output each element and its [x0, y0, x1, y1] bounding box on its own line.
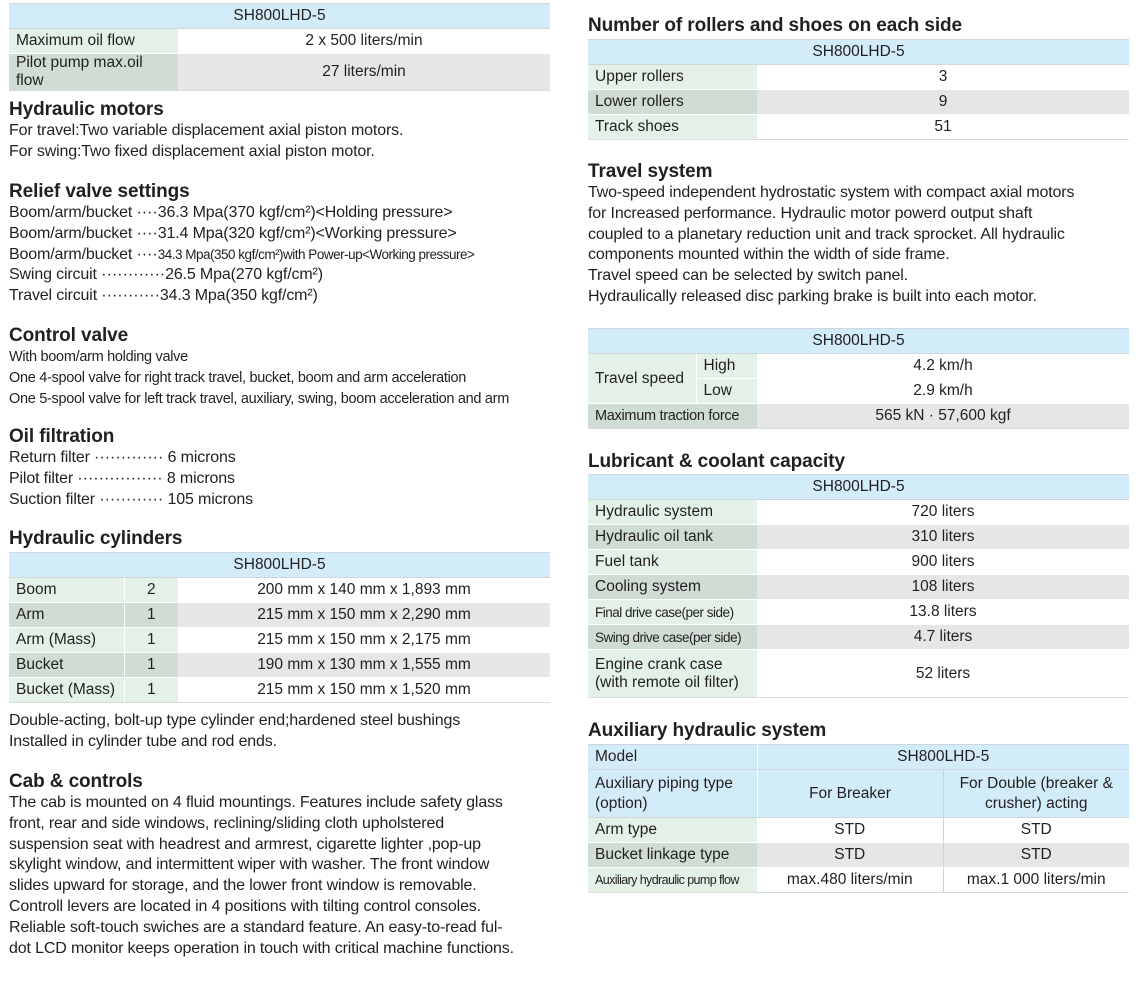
text-line: Reliable soft-touch swiches are a standard feature. An easy-to-read ful-: [9, 918, 503, 936]
spec-label: Pilot filter: [9, 469, 73, 487]
rollers-table: [588, 39, 1129, 140]
table-row: [9, 628, 550, 653]
table-row: [9, 653, 550, 678]
dot-leader: ············: [101, 266, 166, 284]
piping-col1: For Breaker: [757, 770, 943, 818]
spec-value: 26.5 Mpa(270 kgf/cm²): [165, 266, 323, 284]
cylinder-name: Bucket (Mass): [9, 678, 124, 703]
dot-leader: ····: [136, 245, 158, 263]
spec-value: 6 microns: [167, 449, 236, 466]
spec-value: 105 microns: [167, 490, 253, 508]
section-title: Hydraulic motors: [9, 99, 164, 120]
relief-valve-section: [9, 181, 569, 307]
text-line: Travel speed can be selected by switch panel.: [588, 267, 908, 285]
cylinder-qty: 1: [124, 678, 178, 703]
model-header: SH800LHD-5: [588, 329, 1129, 354]
low-label: Low: [696, 379, 757, 404]
text-line: The cab is mounted on 4 fluid mountings. Features include safety glass: [9, 794, 503, 811]
text-line: With boom/arm holding valve: [9, 349, 188, 365]
row-value: 4.7 liters: [757, 625, 1129, 650]
piping-col2: [943, 770, 1129, 818]
oil-filtration-section: [9, 426, 569, 510]
row-label: Final drive case(per side): [588, 600, 757, 625]
spec-label: Return filter: [9, 449, 90, 466]
row-label-line: (with remote oil filter): [595, 673, 739, 691]
text-line: Installed in cylinder tube and rod ends.: [9, 732, 277, 750]
table-row: [588, 115, 1129, 140]
text-line: for Increased performance. Hydraulic motor powerd output shaft: [588, 204, 1033, 222]
text-line: One 4-spool valve for right track travel, bucket, boom and arm acceleration: [9, 369, 467, 386]
row-col1: max.480 liters/min: [757, 868, 943, 893]
travel-system-section: [588, 161, 1140, 308]
text-line: One 5-spool valve for left track travel, auxiliary, swing, boom acceleration and arm: [9, 390, 509, 407]
row-label: Upper rollers: [588, 65, 757, 90]
row-value: 3: [757, 65, 1129, 90]
cylinder-qty: 1: [124, 603, 178, 628]
dot-leader: ············: [99, 490, 164, 508]
auxiliary-table: [588, 744, 1129, 893]
spec-label: Suction filter: [9, 490, 95, 508]
high-label: High: [696, 354, 757, 379]
control-valve-section: [9, 325, 569, 409]
piping-col2-line: For Double (breaker &: [959, 774, 1113, 792]
row-label: Hydraulic oil tank: [588, 525, 757, 550]
row-value: 720 liters: [757, 500, 1129, 525]
row-col1: STD: [757, 843, 943, 868]
section-title: Relief valve settings: [9, 181, 190, 202]
traction-value: 565 kN · 57,600 kgf: [757, 404, 1129, 429]
text-line: For swing:Two fixed displacement axial piston motor.: [9, 142, 375, 160]
text-line: coupled to a planetary reduction unit and track sprocket. All hydraulic: [588, 225, 1065, 243]
row-value: 900 liters: [757, 550, 1129, 575]
row-value: 310 liters: [757, 525, 1129, 550]
table-row: [9, 29, 550, 54]
text-line: Two-speed independent hydrostatic system with compact axial motors: [588, 184, 1075, 201]
spec-label: Boom/arm/bucket: [9, 245, 133, 263]
table-header-row: [588, 329, 1129, 354]
hydraulic-motors-section: [9, 99, 569, 163]
row-label: Hydraulic system: [588, 500, 757, 525]
row-value: 51: [757, 115, 1129, 140]
piping-label-line: (option): [595, 794, 648, 812]
rollers-section: [588, 15, 1129, 140]
spec-line: [9, 286, 569, 307]
auxiliary-section: [588, 720, 1129, 893]
row-label: Fuel tank: [588, 550, 757, 575]
row-value: 9: [757, 90, 1129, 115]
row-label: Cooling system: [588, 575, 757, 600]
row-label: Auxiliary hydraulic pump flow: [588, 868, 757, 893]
table-header-row: [588, 745, 1129, 770]
spec-line: [9, 245, 569, 266]
table-row: [588, 65, 1129, 90]
low-value: 2.9 km/h: [757, 379, 1129, 404]
table-row: [588, 600, 1129, 625]
table-row: [588, 575, 1129, 600]
spec-line: [9, 469, 569, 490]
section-title: Lubricant & coolant capacity: [588, 451, 845, 472]
spec-line: [9, 448, 569, 469]
spec-line: [9, 203, 569, 224]
cylinder-dims: 215 mm x 150 mm x 2,290 mm: [178, 603, 550, 628]
table-row: [588, 525, 1129, 550]
hydraulic-cylinders-section: [9, 528, 550, 703]
row-label: Arm type: [588, 818, 757, 843]
table-row: [588, 90, 1129, 115]
row-label: Maximum oil flow: [9, 29, 178, 54]
spec-label: Swing circuit: [9, 266, 97, 284]
table-header-row: [588, 475, 1129, 500]
cylinder-name: Arm (Mass): [9, 628, 124, 653]
piping-label-line: Auxiliary piping type: [595, 774, 733, 792]
table-header-row: [588, 40, 1129, 65]
row-col2: STD: [943, 843, 1129, 868]
lubricant-table: [588, 474, 1129, 698]
section-title: Auxiliary hydraulic system: [588, 720, 827, 741]
spec-line: [9, 265, 569, 286]
row-value: 27 liters/min: [178, 54, 550, 91]
row-label: [588, 650, 757, 698]
model-header: SH800LHD-5: [9, 4, 550, 29]
table-row: [588, 500, 1129, 525]
model-header: SH800LHD-5: [588, 475, 1129, 500]
text-line: components mounted within the width of side frame.: [588, 246, 950, 264]
spec-label: Travel circuit: [9, 287, 97, 305]
cab-controls-section: [9, 771, 569, 959]
dot-leader: ····: [136, 224, 158, 242]
table-row: [588, 625, 1129, 650]
cylinder-name: Boom: [9, 578, 124, 603]
section-title: Cab & controls: [9, 771, 143, 792]
text-line: dot LCD monitor keeps operation in touch with critical machine functions.: [9, 939, 514, 957]
row-label-line: Engine crank case: [595, 655, 723, 673]
cylinder-qty: 2: [124, 578, 178, 603]
table-row: [588, 354, 1129, 379]
cylinder-dims: 190 mm x 130 mm x 1,555 mm: [178, 653, 550, 678]
text-line: skylight window, and intermittent wiper with washer. The front window: [9, 856, 490, 874]
text-line: Hydraulically released disc parking brake is built into each motor.: [588, 287, 1037, 305]
table-row: [588, 818, 1129, 843]
spec-label: Boom/arm/bucket: [9, 224, 133, 242]
table-row: [9, 678, 550, 703]
spec-value: 31.4 Mpa(320 kgf/cm²)<Working pressure>: [157, 224, 457, 242]
spec-value: 36.3 Mpa(370 kgf/cm²)<Holding pressure>: [157, 204, 453, 221]
model-value: SH800LHD-5: [757, 745, 1129, 770]
dot-leader: ················: [77, 469, 163, 487]
row-label: Track shoes: [588, 115, 757, 140]
table-row: [588, 868, 1129, 893]
spec-value: 8 microns: [166, 469, 235, 487]
row-col1: STD: [757, 818, 943, 843]
dot-leader: ·············: [94, 449, 164, 466]
section-title: Hydraulic cylinders: [9, 528, 183, 549]
row-value: 13.8 liters: [757, 600, 1129, 625]
table-header-row: [9, 553, 550, 578]
cylinder-dims: 215 mm x 150 mm x 2,175 mm: [178, 628, 550, 653]
table-header-row: [588, 770, 1129, 818]
spec-line: [9, 490, 569, 511]
cylinder-name: Bucket: [9, 653, 124, 678]
section-title: Travel system: [588, 161, 713, 182]
lubricant-section: [588, 451, 1129, 698]
row-value: 52 liters: [757, 650, 1129, 698]
row-value: 2 x 500 liters/min: [178, 29, 550, 54]
section-title: Control valve: [9, 325, 129, 346]
cylinder-qty: 1: [124, 628, 178, 653]
row-label: Lower rollers: [588, 90, 757, 115]
row-label: Bucket linkage type: [588, 843, 757, 868]
pump-table: [9, 3, 550, 91]
row-col2: STD: [943, 818, 1129, 843]
travel-table: [588, 328, 1129, 429]
travel-speed-label: Travel speed: [588, 354, 696, 404]
section-title: Number of rollers and shoes on each side: [588, 15, 962, 36]
cylinders-table: [9, 552, 550, 703]
spec-value: 34.3 Mpa(350 kgf/cm²)with Power-up<Working pressure>: [157, 246, 475, 262]
cylinder-dims: 215 mm x 150 mm x 1,520 mm: [178, 678, 550, 703]
piping-col2-line: crusher) acting: [984, 794, 1088, 812]
text-line: Double-acting, bolt-up type cylinder end;hardened steel bushings: [9, 712, 461, 729]
table-row: [9, 603, 550, 628]
section-title: Oil filtration: [9, 426, 115, 447]
cylinder-name: Arm: [9, 603, 124, 628]
model-header: SH800LHD-5: [588, 40, 1129, 65]
text-line: Controll levers are located in 4 positions with tilting control consoles.: [9, 897, 481, 915]
table-row: [9, 54, 550, 91]
row-label: Swing drive case(per side): [588, 625, 757, 650]
cylinder-note: [9, 711, 569, 753]
spec-line: [9, 224, 569, 245]
spec-label: Boom/arm/bucket: [9, 204, 133, 221]
cylinder-qty: 1: [124, 653, 178, 678]
table-row: [588, 650, 1129, 698]
row-value: 108 liters: [757, 575, 1129, 600]
traction-label: Maximum traction force: [588, 404, 757, 429]
table-header-row: [9, 4, 550, 29]
model-header: SH800LHD-5: [9, 553, 550, 578]
table-row: [9, 578, 550, 603]
spec-value: 34.3 Mpa(350 kgf/cm²): [159, 287, 318, 305]
cylinder-dims: 200 mm x 140 mm x 1,893 mm: [178, 578, 550, 603]
dot-leader: ····: [136, 204, 158, 221]
piping-label: [588, 770, 757, 818]
text-line: suspension seat with headrest and armrest, cigarette lighter ,pop-up: [9, 835, 481, 853]
dot-leader: ···········: [101, 287, 160, 305]
table-row: [588, 550, 1129, 575]
row-label: Pilot pump max.oil flow: [9, 54, 178, 91]
text-line: For travel:Two variable displacement axial piston motors.: [9, 122, 404, 139]
text-line: front, rear and side windows, reclining/sliding cloth upholstered: [9, 814, 444, 832]
model-label: Model: [588, 745, 757, 770]
table-row: [588, 843, 1129, 868]
text-line: slides upward for storage, and the lower front window is removable.: [9, 877, 477, 895]
row-col2: max.1 000 liters/min: [943, 868, 1129, 893]
high-value: 4.2 km/h: [757, 354, 1129, 379]
table-row: [588, 404, 1129, 429]
